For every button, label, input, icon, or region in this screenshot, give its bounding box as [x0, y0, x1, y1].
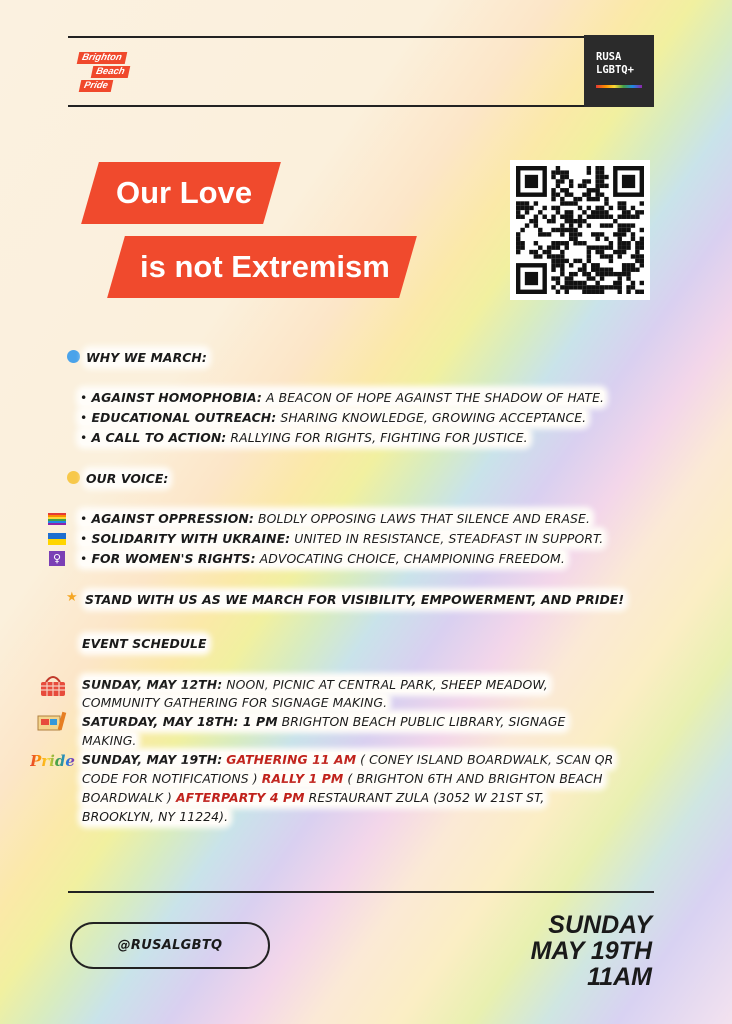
social-handle-button[interactable]: @RUSALGBTQ — [70, 922, 270, 969]
item-text: SHARING KNOWLEDGE, GROWING ACCEPTANCE. — [276, 410, 587, 425]
date-line: MAY 19TH — [530, 937, 652, 965]
list-item: • AGAINST OPPRESSION: BOLDLY OPPOSING LAWS THAT SILENCE AND ERASE. — [80, 511, 590, 526]
headline-line-2: is not Extremism — [140, 249, 390, 284]
picnic-basket-icon — [38, 672, 68, 698]
star-icon: ★ — [66, 590, 78, 605]
brighton-beach-pride-logo — [78, 52, 148, 94]
qr-code-image — [516, 166, 644, 294]
item-label: AGAINST OPPRESSION: — [91, 511, 254, 526]
logo-line: LGBTQ+ — [596, 64, 634, 76]
crafts-icon — [36, 710, 68, 732]
headline-line-1: Our Love — [116, 175, 253, 210]
event-1-line-1 — [82, 677, 548, 692]
item-text: UNITED IN RESISTANCE, STEADFAST IN SUPPORT. — [290, 531, 604, 546]
list-item: • AGAINST HOMOPHOBIA: A BEACON OF HOPE AGAINST THE SHADOW OF HATE. — [80, 390, 605, 405]
list-item: • EDUCATIONAL OUTREACH: SHARING KNOWLEDGE, GROWING ACCEPTANCE. — [80, 410, 587, 425]
blue-circle-icon — [67, 350, 80, 363]
date-line: 11AM — [587, 963, 652, 991]
list-item: • A CALL TO ACTION: RALLYING FOR RIGHTS, FIGHTING FOR JUSTICE. — [80, 430, 528, 445]
event-3-line-3 — [82, 790, 544, 805]
date-line: SUNDAY — [548, 911, 652, 939]
item-text: ADVOCATING CHOICE, CHAMPIONING FREEDOM. — [255, 551, 565, 566]
yellow-circle-icon — [67, 471, 80, 484]
qr-code[interactable] — [510, 160, 650, 300]
event-schedule-heading: EVENT SCHEDULE — [82, 636, 207, 651]
item-text: A BEACON OF HOPE AGAINST THE SHADOW OF HATE. — [261, 390, 605, 405]
rally-time: RALLY 1 PM — [261, 771, 344, 786]
list-item: • FOR WOMEN'S RIGHTS: ADVOCATING CHOICE, CHAMPIONING FREEDOM. — [80, 551, 565, 566]
call-out: STAND WITH US AS WE MARCH FOR VISIBILITY, EMPOWERMENT, AND PRIDE! — [85, 592, 625, 607]
event-date: SATURDAY, MAY 18TH: 1 PM — [82, 714, 278, 729]
item-label: SOLIDARITY WITH UKRAINE: — [91, 531, 291, 546]
gathering-time: GATHERING 11 AM — [226, 752, 357, 767]
list-item: • SOLIDARITY WITH UKRAINE: UNITED IN RESISTANCE, STEADFAST IN SUPPORT. — [80, 531, 604, 546]
item-label: FOR WOMEN'S RIGHTS: — [91, 551, 256, 566]
event-text: RESTAURANT ZULA (3052 W 21ST ST, — [304, 790, 545, 805]
event-2-line-1 — [82, 714, 566, 729]
logo-word: Pride — [79, 80, 113, 92]
headline-banner-2 — [107, 236, 417, 298]
ukraine-flag-icon — [48, 533, 66, 545]
event-date-block — [531, 912, 652, 990]
event-date: SUNDAY, MAY 12TH: — [82, 677, 223, 692]
rusa-lgbtq-logo — [584, 35, 654, 107]
header-bottom-rule — [68, 105, 588, 107]
header-top-rule — [68, 36, 588, 38]
headline-banner-1 — [81, 162, 281, 224]
why-we-march-heading: WHY WE MARCH: — [86, 350, 207, 365]
logo-line: RUSA — [596, 51, 622, 63]
event-text: BRIGHTON BEACH PUBLIC LIBRARY, SIGNAGE — [277, 714, 566, 729]
pride-text-icon: Pride — [30, 752, 75, 770]
footer-rule — [68, 891, 654, 893]
item-text: BOLDLY OPPOSING LAWS THAT SILENCE AND ERASE. — [253, 511, 590, 526]
event-3-line-2 — [82, 771, 603, 786]
item-label: A CALL TO ACTION: — [91, 430, 227, 445]
event-text: ( CONEY ISLAND BOARDWALK, SCAN QR — [356, 752, 614, 767]
event-3-line-1 — [82, 752, 613, 767]
our-voice-heading: OUR VOICE: — [86, 471, 169, 486]
event-text: NOON, PICNIC AT CENTRAL PARK, SHEEP MEADOW, — [222, 677, 548, 692]
event-1-line-2: COMMUNITY GATHERING FOR SIGNAGE MAKING. — [82, 695, 388, 710]
item-text: RALLYING FOR RIGHTS, FIGHTING FOR JUSTICE. — [226, 430, 528, 445]
event-2-line-2: MAKING. — [82, 733, 137, 748]
afterparty-time: AFTERPARTY 4 PM — [175, 790, 305, 805]
event-text: ( BRIGHTON 6TH AND BRIGHTON BEACH — [343, 771, 603, 786]
item-label: AGAINST HOMOPHOBIA: — [91, 390, 262, 405]
event-text: BOARDWALK ) — [82, 790, 172, 805]
event-text: CODE FOR NOTIFICATIONS ) — [82, 771, 258, 786]
logo-word: Brighton — [77, 52, 127, 64]
rainbow-bar — [596, 85, 642, 88]
event-date: SUNDAY, MAY 19TH: — [82, 752, 223, 767]
event-3-line-4: BROOKLYN, NY 11224). — [82, 809, 229, 824]
logo-word: Beach — [91, 66, 130, 78]
female-sign-icon: ♀ — [49, 551, 65, 566]
item-label: EDUCATIONAL OUTREACH: — [91, 410, 277, 425]
rainbow-flag-icon — [48, 513, 66, 525]
